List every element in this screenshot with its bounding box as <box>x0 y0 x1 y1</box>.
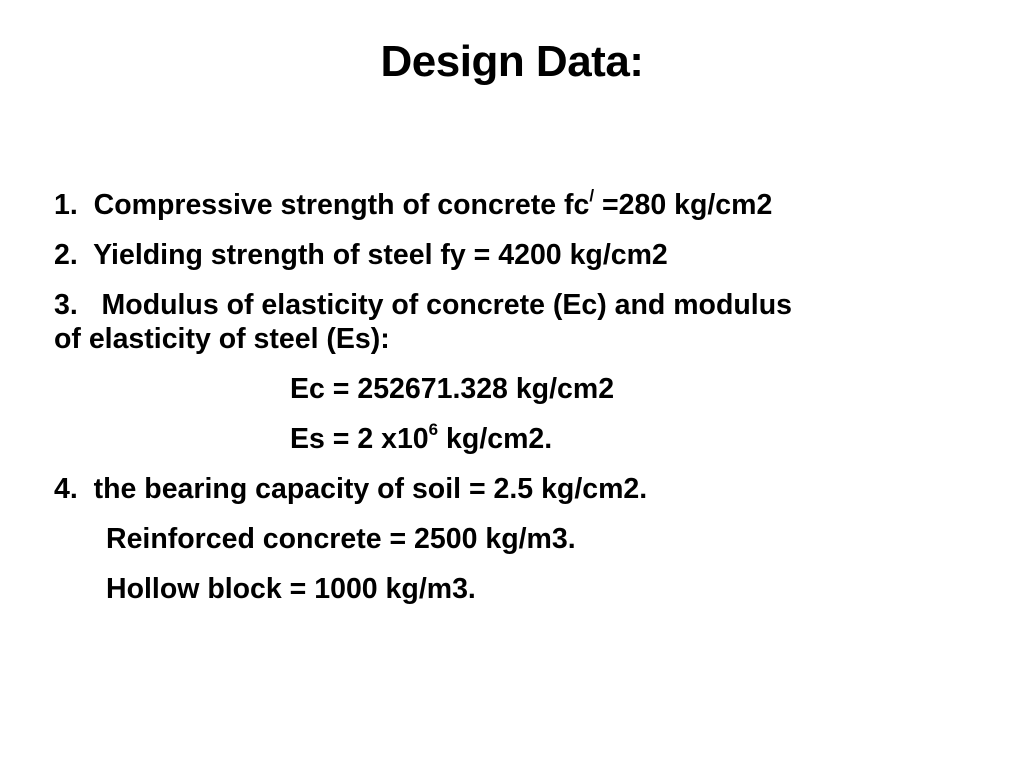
es-formula-unit: kg/cm2. <box>438 423 553 455</box>
hollow-block-density: Hollow block = 1000 kg/m3. <box>106 573 476 605</box>
item-number: 1. <box>54 189 78 221</box>
item-number: 4. <box>54 473 78 505</box>
list-item-modulus-of-elasticity <box>54 288 954 322</box>
exponent-superscript: 6 <box>428 419 439 439</box>
list-item-yielding-strength <box>54 238 954 272</box>
yielding-strength-text: Yielding strength of steel fy = 4200 kg/cm2 <box>93 239 668 271</box>
item-number: 2. <box>54 239 78 271</box>
item-number: 3. <box>54 289 78 321</box>
es-formula-base: Es = 2 x10 <box>290 423 429 455</box>
slide-title: Design Data: <box>380 37 644 86</box>
design-data-list <box>54 185 954 606</box>
modulus-text-line2: of elasticity of steel (Es): <box>54 323 390 355</box>
compressive-strength-text: Compressive strength of concrete fc <box>93 189 590 221</box>
modulus-text-line1: Modulus of elasticity of concrete (Ec) and modulus <box>101 289 792 321</box>
list-item-bearing-capacity <box>54 472 954 506</box>
es-formula <box>54 419 954 456</box>
ec-formula: Ec = 252671.328 kg/cm2 <box>290 373 615 405</box>
prime-superscript: / <box>589 185 595 205</box>
reinforced-concrete-density: Reinforced concrete = 2500 kg/m3. <box>106 523 576 555</box>
list-item-compressive-strength <box>54 185 954 222</box>
bearing-capacity-text: the bearing capacity of soil = 2.5 kg/cm2. <box>93 473 648 505</box>
compressive-strength-value: =280 kg/cm2 <box>594 189 773 221</box>
